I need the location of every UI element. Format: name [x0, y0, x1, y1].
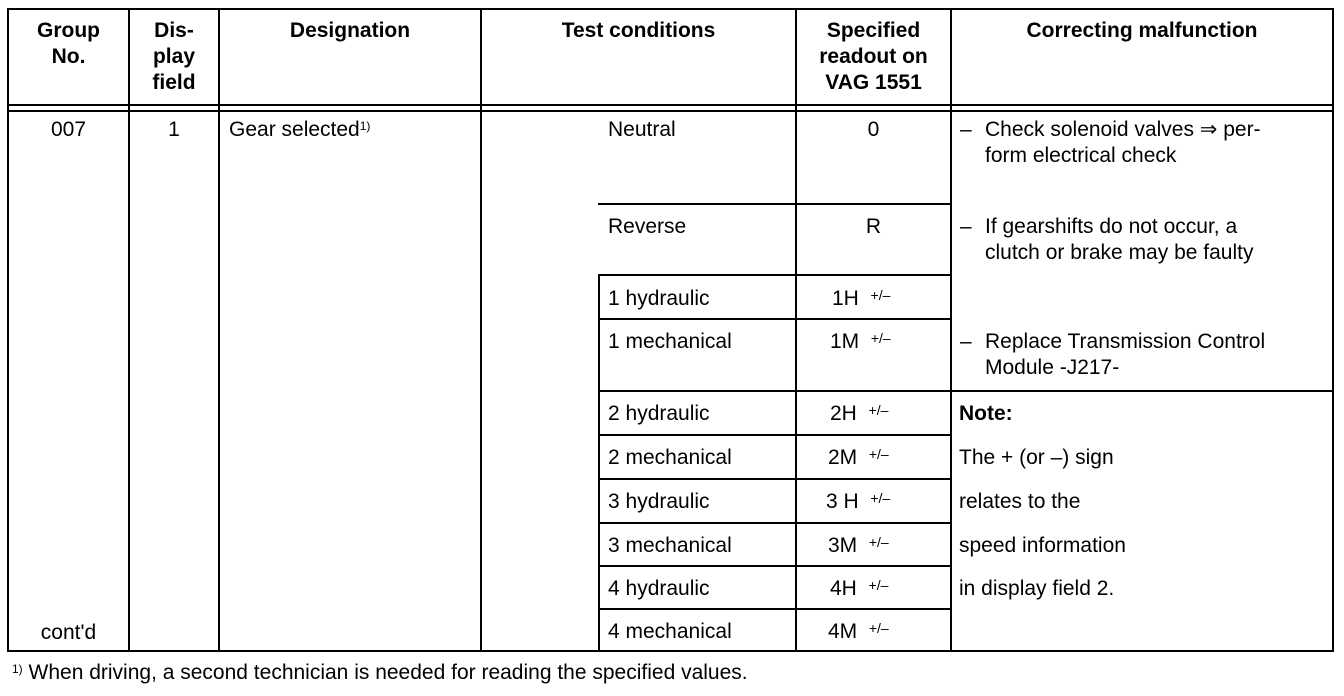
- sign-indicator: +/–: [868, 620, 889, 636]
- condition-1-mechanical: 1 mechanical: [608, 330, 732, 353]
- header-group-line1: Group: [37, 19, 100, 42]
- sign-indicator: +/–: [868, 402, 889, 418]
- correction-dash-3: –: [960, 330, 972, 353]
- correction-replace-module: [985, 329, 1265, 381]
- readout-value: 1M: [830, 330, 860, 353]
- readout-2-mechanical: [828, 445, 889, 472]
- group-number: 007: [50, 118, 87, 141]
- condition-4-mechanical: 4 mechanical: [608, 620, 732, 643]
- readout-value: 2M: [828, 446, 858, 469]
- readout-2-hydraulic: [830, 401, 888, 428]
- readout-value: 4H: [830, 577, 857, 600]
- header-group-line2: No.: [51, 45, 86, 68]
- header-test-conditions: Test conditions: [561, 19, 716, 42]
- condition-neutral: Neutral: [608, 118, 676, 141]
- header-display: [130, 18, 218, 96]
- readout-4-hydraulic: [830, 576, 888, 603]
- condition-2-hydraulic: 2 hydraulic: [608, 402, 710, 425]
- readout-value: 4M: [828, 620, 858, 643]
- header-display-line2: play: [152, 45, 196, 68]
- readout-value: 3 H: [826, 490, 859, 513]
- sign-indicator: +/–: [870, 490, 891, 506]
- sign-indicator: +/–: [868, 577, 889, 593]
- sign-indicator: +/–: [870, 287, 891, 303]
- continued-label: cont'd: [40, 621, 97, 644]
- header-specified-line2: readout on: [819, 45, 928, 68]
- designation-text: Gear selected: [229, 118, 360, 141]
- correction-line: Replace Transmission Control: [985, 330, 1266, 353]
- readout-3-hydraulic: [826, 489, 890, 516]
- designation-footnote-marker: 1): [359, 119, 371, 133]
- readout-value: 1H: [832, 287, 859, 310]
- readout-4-mechanical: [828, 619, 889, 646]
- note-line-3: speed information: [959, 534, 1126, 557]
- header-specified-line1: Specified: [826, 19, 921, 42]
- condition-1-hydraulic: 1 hydraulic: [608, 287, 710, 310]
- correction-line: Module -J217-: [985, 356, 1120, 379]
- readout-1-mechanical: [830, 329, 891, 356]
- correction-solenoid: [985, 117, 1261, 169]
- readout-neutral: 0: [867, 118, 880, 141]
- note-title: Note:: [959, 402, 1013, 425]
- header-specified-readout: [797, 18, 950, 96]
- display-field-number: 1: [168, 118, 180, 141]
- footnote-marker: 1): [12, 662, 23, 676]
- footnote-text: When driving, a second technician is needed for reading the specified values.: [28, 661, 748, 684]
- header-designation: Designation: [289, 19, 411, 42]
- condition-3-mechanical: 3 mechanical: [608, 534, 732, 557]
- correction-line: If gearshifts do not occur, a: [985, 215, 1238, 238]
- header-group: [9, 18, 128, 70]
- readout-1-hydraulic: [832, 286, 890, 313]
- designation-cell: [229, 117, 370, 143]
- correction-line: clutch or brake may be faulty: [985, 241, 1254, 264]
- correction-gearshift: [985, 214, 1253, 266]
- condition-4-hydraulic: 4 hydraulic: [608, 577, 710, 600]
- header-specified-line3: VAG 1551: [825, 71, 922, 94]
- readout-3-mechanical: [828, 533, 889, 560]
- header-display-line1: Dis-: [154, 19, 194, 42]
- note-line-1: The + (or –) sign: [959, 446, 1114, 469]
- condition-reverse: Reverse: [608, 215, 687, 238]
- readout-value: 2H: [830, 402, 857, 425]
- sign-indicator: +/–: [870, 330, 891, 346]
- readout-value: 3M: [828, 534, 858, 557]
- correction-dash-2: –: [960, 215, 972, 238]
- note-line-4: in display field 2.: [959, 577, 1115, 600]
- footnote: [12, 660, 748, 686]
- note-line-2: relates to the: [959, 490, 1081, 513]
- condition-2-mechanical: 2 mechanical: [608, 446, 732, 469]
- correction-dash-1: –: [960, 118, 972, 141]
- sign-indicator: +/–: [868, 446, 889, 462]
- condition-3-hydraulic: 3 hydraulic: [608, 490, 710, 513]
- correction-line: form electrical check: [985, 144, 1177, 167]
- sign-indicator: +/–: [868, 534, 889, 550]
- readout-reverse: R: [865, 215, 882, 238]
- header-correcting: Correcting malfunction: [1026, 19, 1258, 42]
- header-display-line3: field: [152, 71, 196, 94]
- correction-line: Check solenoid valves ⇒ per-: [985, 118, 1261, 141]
